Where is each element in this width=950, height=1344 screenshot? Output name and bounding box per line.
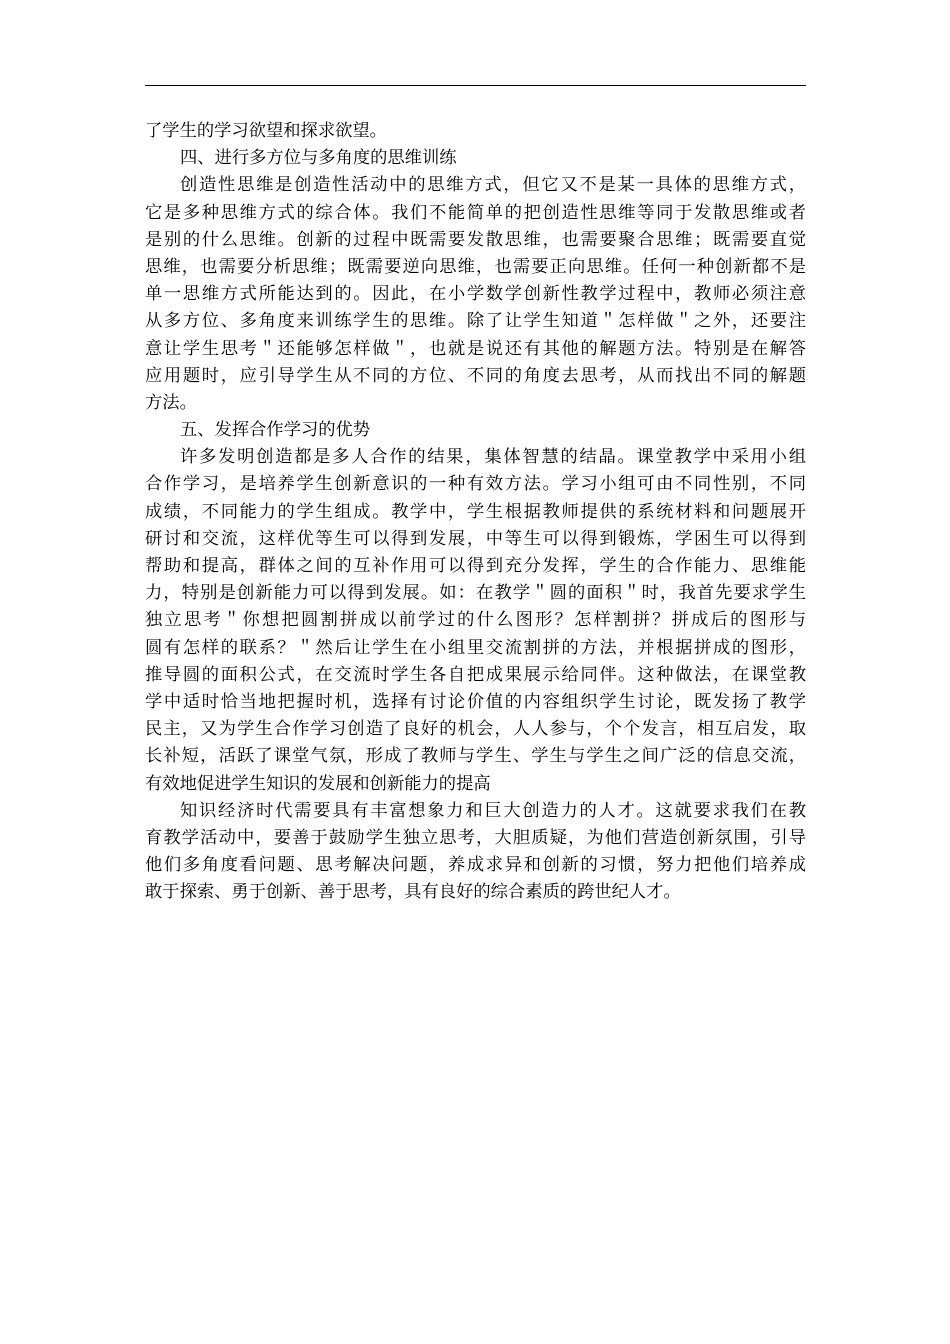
- text-line: 推导圆的面积公式，在交流时学生各自把成果展示给同伴。这种做法，在课堂教: [145, 664, 806, 685]
- header-rule: [145, 85, 806, 86]
- text-line: 学中适时恰当地把握时机，选择有讨论价值的内容组织学生讨论，既发扬了教学: [145, 691, 806, 712]
- text-line: 许多发明创造都是多人合作的结果，集体智慧的结晶。课堂教学中采用小组: [180, 447, 806, 468]
- text-line: 敢于探索、勇于创新、善于思考，具有良好的综合素质的跨世纪人才。: [145, 882, 681, 903]
- text-line: 了学生的学习欲望和探求欲望。: [145, 121, 387, 141]
- document-body: [145, 118, 806, 906]
- text-line: 思维，也需要分析思维；既需要逆向思维，也需要正向思维。任何一种创新都不是: [145, 256, 806, 277]
- text-line: 研讨和交流，这样优等生可以得到发展，中等生可以得到锻炼，学困生可以得到: [145, 528, 806, 549]
- text-line: 民主，又为学生合作学习创造了良好的机会，人人参与，个个发言，相互启发，取: [145, 719, 806, 740]
- text-line: 有效地促进学生知识的发展和创新能力的提高: [145, 773, 491, 794]
- text-line: 合作学习，是培养学生创新意识的一种有效方法。学习小组可由不同性别，不同: [145, 474, 806, 495]
- text-line: 方法。: [145, 392, 197, 413]
- text-line: 创造性思维是创造性活动中的思维方式，但它又不是某一具体的思维方式，: [180, 175, 806, 196]
- text-line: 成绩，不同能力的学生组成。教学中，学生根据教师提供的系统材料和问题展开: [145, 501, 806, 522]
- text-line: 五、发挥合作学习的优势: [180, 420, 371, 441]
- text-line: 意让学生思考＂还能够怎样做＂，也就是说还有其他的解题方法。特别是在解答: [145, 338, 806, 359]
- text-line: 知识经济时代需要具有丰富想象力和巨大创造力的人才。这就要求我们在教: [180, 800, 806, 821]
- text-line: 它是多种思维方式的综合体。我们不能简单的把创造性思维等同于发散思维或者: [145, 202, 806, 223]
- text-line: 长补短，活跃了课堂气氛，形成了教师与学生、学生与学生之间广泛的信息交流，: [145, 746, 806, 767]
- text-line: 单一思维方式所能达到的。因此，在小学数学创新性教学过程中，教师必须注意: [145, 284, 806, 305]
- text-line: 力，特别是创新能力可以得到发展。如：在教学＂圆的面积＂时，我首先要求学生: [145, 583, 806, 604]
- text-line: 育教学活动中，要善于鼓励学生独立思考，大胆质疑，为他们营造创新氛围，引导: [145, 827, 806, 848]
- text-line: 帮助和提高，群体之间的互补作用可以得到充分发挥，学生的合作能力、思维能: [145, 556, 806, 576]
- text-line: 应用题时，应引导学生从不同的方位、不同的角度去思考，从而找出不同的解题: [145, 365, 806, 386]
- text-line: 独立思考＂你想把圆割拼成以前学过的什么图形？怎样割拼？拼成后的图形与: [145, 610, 806, 631]
- text-line: 从多方位、多角度来训练学生的思维。除了让学生知道＂怎样做＂之外，还要注: [145, 311, 806, 332]
- text-line: 四、进行多方位与多角度的思维训练: [180, 148, 457, 169]
- text-line: 圆有怎样的联系？＂然后让学生在小组里交流割拼的方法，并根据拼成的图形，: [145, 637, 806, 658]
- text-line: 他们多角度看问题、思考解决问题，养成求异和创新的习惯，努力把他们培养成: [145, 855, 806, 876]
- text-line: 是别的什么思维。创新的过程中既需要发散思维，也需要聚合思维；既需要直觉: [145, 229, 806, 250]
